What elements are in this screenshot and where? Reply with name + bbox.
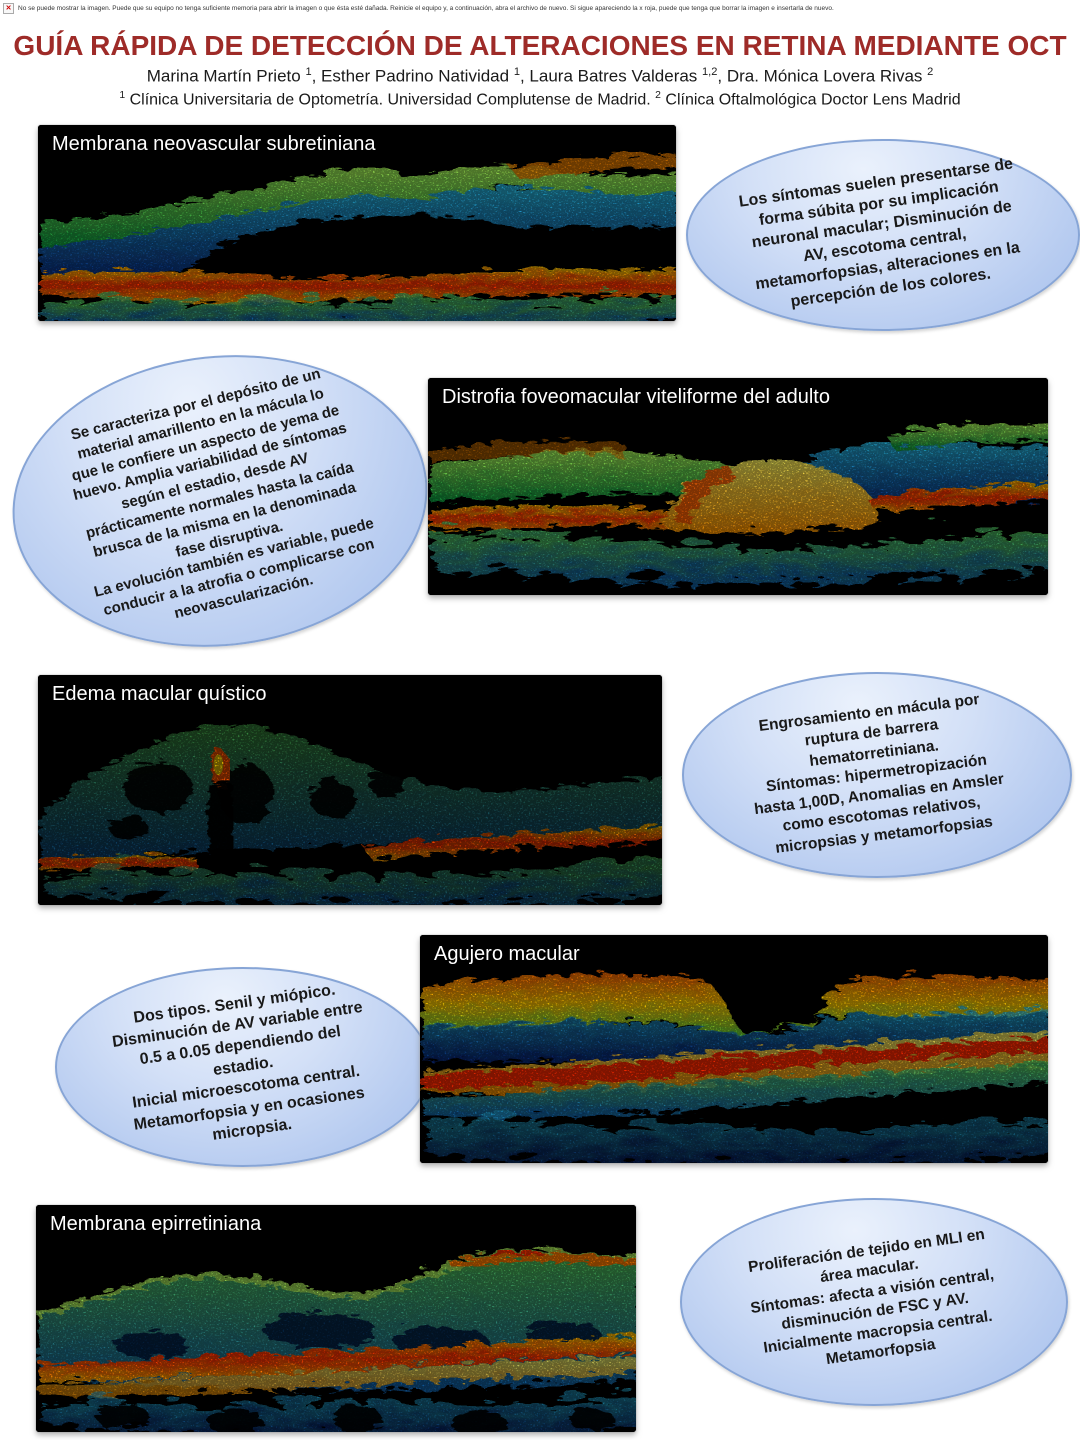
oct-scan-image (38, 675, 662, 905)
red-x-icon: ✕ (3, 3, 14, 14)
oct-scan-agujero (420, 935, 1048, 1163)
scan-label: Membrana neovascular subretiniana (52, 133, 376, 155)
affiliations-line: $^1$ Clínica Universitaria de Optometría. Universidad Complutense de Madrid. $^2$ Clínica Oftalmológica Doctor Lens Madrid (119, 90, 961, 109)
authors-line: Marina Martín Prieto $^1$, Esther Padrino Natividad $^1$, Laura Batres Valderas $^{1,2}$, Dra. Mónica Lovera Rivas $^2$ (146, 66, 934, 86)
scan-label: Agujero macular (434, 943, 580, 965)
broken-image-text: No se puede mostrar la imagen. Puede que su equipo no tenga suficiente memoria para abrir la imagen o que ésta esté dañada. Reinicie el equipo y, a continuación, abra el archivo de nuevo. Si sigue apareciendo la x roja, puede que tenga que borrar la imagen e insertarla de nuevo. (18, 4, 834, 12)
oct-scan-epirretiniana (36, 1205, 636, 1432)
oct-scan-distrofia (428, 378, 1048, 595)
oct-scan-image (420, 935, 1048, 1163)
bubble-text: Se caracteriza por el depósito de un material amarillento en la mácula lo que le confiere un aspecto de yema de huevo. Amplia variabilidad de síntomas según el estadio, desde AV prácticamente normales hasta la caída brusca de la misma en la denominada fase disruptiva. La evolución también es variable, puede conducir a la atrofia o complicarse con neovascularización. (69, 365, 377, 623)
bubble-epirretiniana (680, 1198, 1068, 1406)
broken-image-bar (0, 0, 1080, 16)
oct-scan-image (428, 378, 1048, 595)
oct-scan-membrana-neovascular (38, 125, 676, 321)
bubble-agujero (55, 967, 431, 1167)
bubble-text: Proliferación de tejido en MLI en área macular. Síntomas: afecta a visión central, disminución de FSC y AV. Inicialmente macropsia central. Metamorfopsia (747, 1225, 996, 1369)
bubble-text: Dos tipos. Senil y miópico. Disminución de AV variable entre 0.5 a 0.05 dependiendo del estadio. Inicial microescotoma central. Metamorfopsia y en ocasiones micropsia. (110, 981, 366, 1144)
scan-label: Membrana epirretiniana (50, 1213, 262, 1235)
oct-scan-edema (38, 675, 662, 905)
page-title: GUÍA RÁPIDA DE DETECCIÓN DE ALTERACIONES EN RETINA MEDIANTE OCT (13, 30, 1067, 61)
oct-scan-image (36, 1205, 636, 1432)
bubble-distrofia (0, 335, 442, 667)
bubble-text: Los síntomas suelen presentarse de forma súbita por su implicación neuronal macular; Disminución de AV, escotoma central, metamorfopsias, alteraciones en la percepción de los colores. (737, 155, 1021, 310)
bubble-text: Engrosamiento en mácula por ruptura de barrera hematorretiniana. Síntomas: hipermetropización hasta 1,00D, Anomalias en Amsler como escotomas relativos, micropsias y metamorfopsias (753, 691, 1006, 857)
bubble-membrana-neovascular (686, 139, 1080, 331)
bubble-edema (682, 672, 1072, 878)
scan-label: Distrofia foveomacular viteliforme del adulto (442, 386, 830, 408)
scan-label: Edema macular quístico (52, 683, 267, 705)
